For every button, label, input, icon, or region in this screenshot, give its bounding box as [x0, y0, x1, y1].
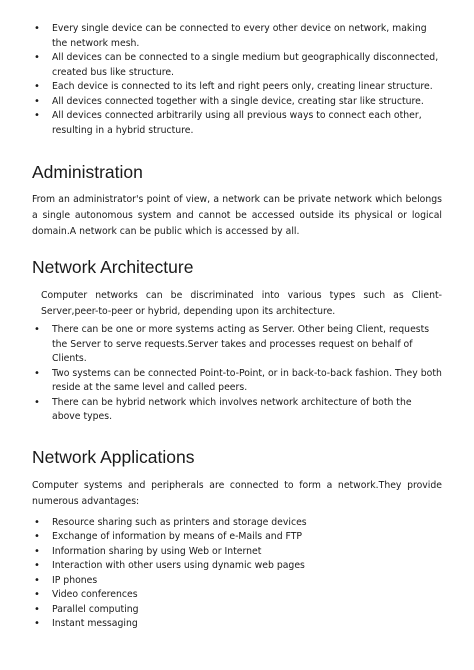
topology-list: [32, 22, 442, 138]
list-item: • Video conferences: [32, 588, 442, 603]
list-item: • All devices connected together with a single device, creating star like structure.: [32, 95, 442, 110]
list-item: • Two systems can be connected Point-to-Point, or in back-to-back fashion. They both reside at the same level and called peers.: [32, 367, 442, 396]
architecture-heading: Network Architecture: [32, 257, 194, 277]
applications-paragraph: Computer systems and peripherals are connected to form a network.They provide numerous advantages:: [32, 479, 442, 507]
administration-heading: Administration: [32, 162, 143, 182]
list-item: • Resource sharing such as printers and storage devices: [32, 516, 442, 531]
list-item: • Instant messaging: [32, 617, 442, 632]
list-item: • Every single device can be connected to every other device on network, making the network mesh.: [32, 22, 442, 51]
document-page: [32, 22, 442, 632]
list-item: • Exchange of information by means of e-Mails and FTP: [32, 530, 442, 545]
list-item: • All devices connected arbitrarily using all previous ways to connect each other, resulting in a hybrid structure.: [32, 109, 442, 138]
list-item: • IP phones: [32, 574, 442, 589]
list-item: • There can be one or more systems acting as Server. Other being Client, requests the Server to serve requests.Server takes and processes request on behalf of Clients.: [32, 323, 442, 367]
administration-paragraph: From an administrator's point of view, a network can be private network which belongs a single autonomous system and cannot be accessed outside its physical or logical domain.A network can be public which is accessed by all.: [32, 194, 442, 237]
applications-heading: Network Applications: [32, 446, 195, 467]
list-item: • Interaction with other users using dynamic web pages: [32, 559, 442, 574]
list-item: • All devices can be connected to a single medium but geographically disconnected, created bus like structure.: [32, 51, 442, 80]
list-item: • There can be hybrid network which involves network architecture of both the above types.: [32, 396, 442, 425]
architecture-paragraph: Computer networks can be discriminated into various types such as Client-Server,peer-to-peer or hybrid, depending upon its architecture.: [41, 290, 442, 317]
list-item: • Information sharing by using Web or Internet: [32, 545, 442, 560]
architecture-list: [32, 323, 442, 425]
list-item: • Each device is connected to its left and right peers only, creating linear structure.: [32, 80, 442, 95]
applications-list: [32, 516, 442, 632]
list-item: • Parallel computing: [32, 603, 442, 618]
